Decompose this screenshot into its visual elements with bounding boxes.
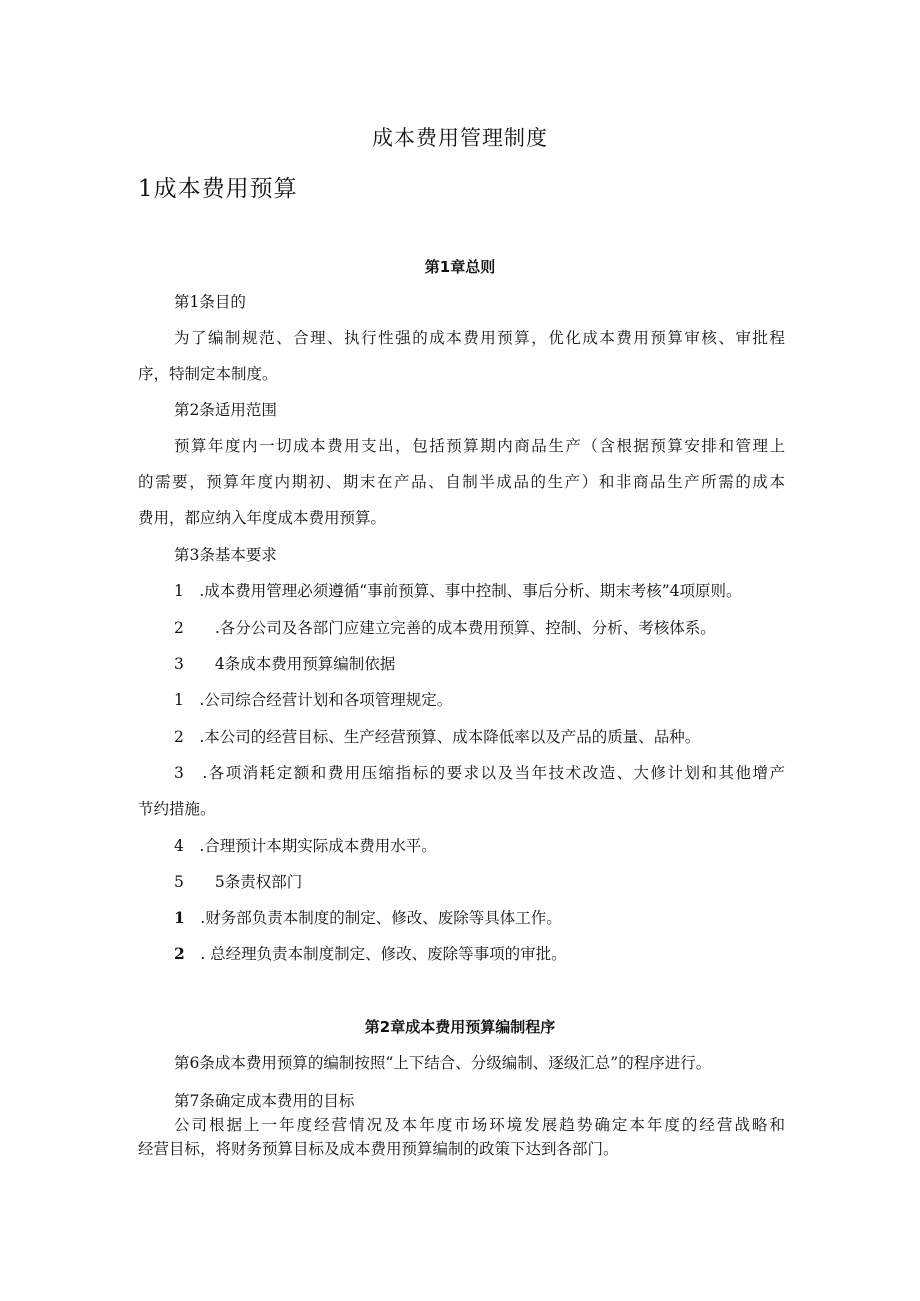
section-heading: 1成本费用预算 [138,176,298,202]
article-5-item-number: 1 [174,908,185,927]
article-4-item: 3 .各项消耗定额和费用压缩指标的要求以及当年技术改造、大修计划和其他增产 [174,764,785,782]
article-5-item [174,907,562,929]
article-4-item: 1 .公司综合经营计划和各项管理规定。 [174,691,453,709]
article-3-item: 1 .成本费用管理必须遵循“事前预算、事中控制、事后分析、期末考核”4项原则。 [174,582,742,600]
article-1-text-line: 序，特制定本制度。 [138,365,278,383]
chapter-1-heading: 第1章总则 [424,258,496,276]
article-5-title: 5 5条责权部门 [174,873,303,891]
article-3-item: 2 .各分公司及各部门应建立完善的成本费用预算、控制、分析、考核体系。 [174,619,716,637]
article-2-text-line: 预算年度内一切成本费用支出，包括预算期内商品生产（含根据预算安排和管理上 [174,437,785,455]
article-7-text-line: 经营目标，将财务预算目标及成本费用预算编制的政策下达到各部门。 [138,1140,619,1158]
article-2-text-line: 费用，都应纳入年度成本费用预算。 [138,509,387,527]
article-5-item-text: .财务部负责本制度的制定、修改、废除等具体工作。 [184,909,562,927]
article-2-title: 第2条适用范围 [174,401,277,419]
article-6-text: 第6条成本费用预算的编制按照“上下结合、分级编制、逐级汇总”的程序进行。 [174,1054,712,1072]
article-5-item-text: . 总经理负责本制度制定、修改、废除等事项的审批。 [184,945,567,963]
article-1-text-line: 为了编制规范、合理、执行性强的成本费用预算，优化成本费用预算审核、审批程 [174,329,785,347]
article-5-item [174,943,567,965]
article-7-title: 第7条确定成本费用的目标 [174,1092,355,1110]
article-5-item-number: 2 [174,944,185,963]
article-2-text-line: 的需要，预算年度内期初、期末在产品、自制半成品的生产）和非商品生产所需的成本 [138,473,785,491]
article-4-item: 4 .合理预计本期实际成本费用水平。 [174,837,437,855]
article-4-title: 3 4条成本费用预算编制依据 [174,655,396,673]
article-4-item-continued: 节约措施。 [138,800,216,818]
chapter-2-heading: 第2章成本费用预算编制程序 [364,1018,556,1036]
article-7-text-line: 公司根据上一年度经营情况及本年度市场环境发展趋势确定本年度的经营战略和 [174,1116,785,1134]
document-title: 成本费用管理制度 [372,126,548,150]
article-1-title: 第1条目的 [174,293,246,311]
article-4-item: 2 .本公司的经营目标、生产经营预算、成本降低率以及产品的质量、品种。 [174,728,701,746]
article-3-title: 第3条基本要求 [174,546,277,564]
